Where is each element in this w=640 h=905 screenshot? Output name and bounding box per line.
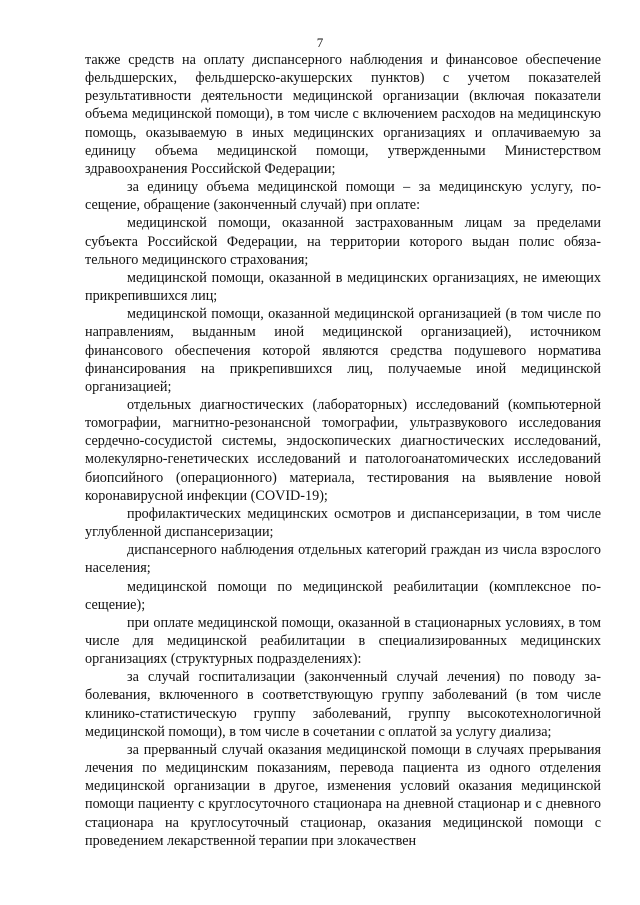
document-body — [85, 51, 601, 850]
paragraph: при оплате медицинской помощи, оказанной в стационарных условиях, в том числе для медицинской реабилитации в специализированных медицинских организациях (структурных подразделениях): — [85, 614, 601, 668]
paragraph: медицинской помощи, оказанной застрахованным лицам за пределами субъекта Российской Федерации, на территории которого выдан полис обязательного медицинского страхования; — [85, 215, 601, 268]
paragraph: профилактических медицинских осмотров и диспансеризации, в том числе углубленной диспансеризации; — [85, 505, 601, 541]
paragraph: за случай госпитализации (законченный случай лечения) по поводу заболевания, включенного в соответствующую группу заболеваний (в том числе клинико-статистическую группу заболеваний, группу высокотехнологичной медицинской помощи), в том числе в сочетании с оплатой за услугу диализа; — [85, 669, 601, 740]
paragraph: медицинской помощи, оказанной медицинской организацией (в том числе по направлениям, выданным иной медицинской организацией), источником финансового обеспечения которой являются средства подушевого норматива финансирования на прикрепившихся лиц, получаемые иной медицинской организацией; — [85, 306, 601, 395]
paragraph: также средств на оплату диспансерного наблюдения и финансовое обеспечение фельдшерских, фельдшерско-акушерских пунктов) с учетом показателей результативности деятельности медицинской организации (включая показатели объема медицинской помощи), в том числе с включением расходов на медицинскую помощь, оказываемую в иных медицинских организациях и оплачиваемую за единицу объема медицинской помощи, утвержденными Министерством здравоохранения Российской Федерации; — [85, 52, 601, 177]
paragraph: за единицу объема медицинской помощи – за медицинскую услугу, посещение, обращение (законченный случай) при оплате: — [85, 179, 601, 214]
page-number: 7 — [316, 35, 324, 50]
paragraph: медицинской помощи, оказанной в медицинских организациях, не имеющих прикрепившихся лиц; — [85, 269, 601, 305]
paragraph: медицинской помощи по медицинской реабилитации (комплексное посещение); — [85, 578, 601, 613]
paragraph: диспансерного наблюдения отдельных категорий граждан из числа взрослого населения; — [85, 542, 601, 577]
paragraph: отдельных диагностических (лабораторных) исследований (компьютерной томографии, магнитно-резонансной томографии, ультразвукового исследования сердечно-сосудистой системы, эндоскопических диагностических исследований, молекулярно-генетических исследований и патологоанатомических исследований биопсийного (операционного) материала, тестирования на выявление новой коронавирусной инфекции (COVID-19); — [85, 396, 601, 504]
paragraph: за прерванный случай оказания медицинской помощи в случаях прерывания лечения по медицинским показаниям, перевода пациента из одного отделения медицинской организации в другое, изменения условий оказания медицинской помощи пациенту с круглосуточного стационара на дневной стационар и с дневного стационара на круглосуточный стационар, оказания медицинской помощи с проведением лекарственной терапии при злокачествен — [85, 741, 601, 849]
